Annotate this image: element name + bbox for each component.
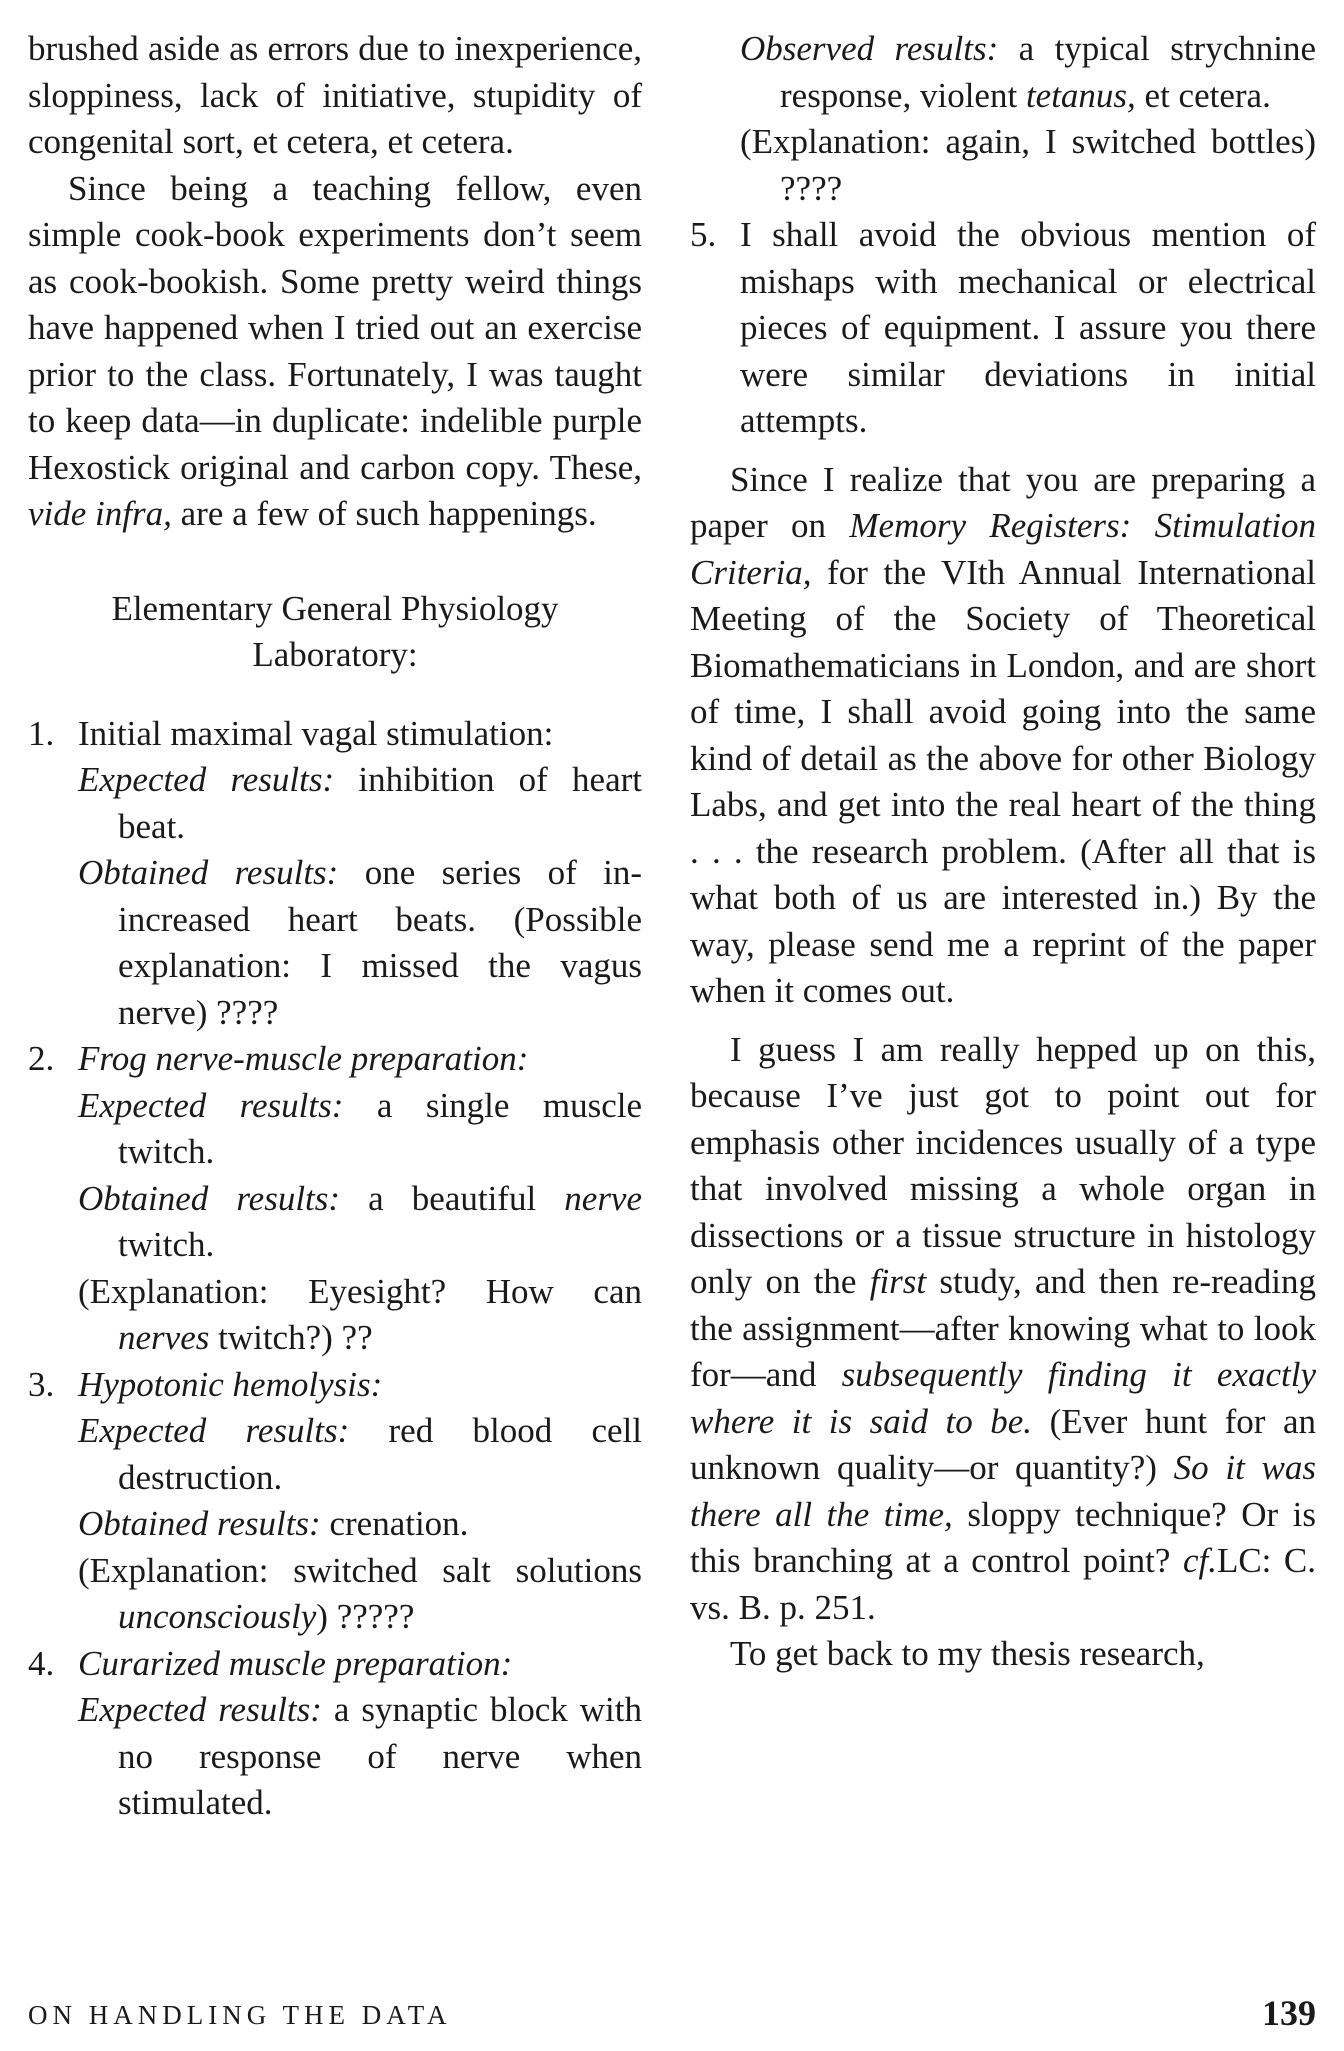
obtained-text: one series of in-increased heart beats. (Possible explanation: I missed the vagus nerve) ???? (118, 853, 643, 1032)
explanation-text-end: twitch?) ?? (218, 1318, 373, 1357)
obtained-label: Obtained results: (78, 1504, 321, 1543)
obtained-results (78, 850, 642, 1036)
list-item-1 (28, 711, 642, 1037)
thesis-research-paragraph: To get back to my thesis research, (730, 1634, 1205, 1673)
lab-heading: Elementary General Physiology Laboratory: (111, 588, 559, 674)
memory-registers-paragraph (690, 457, 1316, 1015)
expected-text: red blood cell destruction. (118, 1411, 643, 1497)
paragraph-text-end: for the VIth Annual International Meeting of the Society of Theoretical Biomathematicians in London, and are short of time, I shall avoid going into the same kind of detail as the above for other Biology Labs, and get into the real heart of the thing . . . the research problem. (After all that is what both of us are interested in.) By the way, please send me a reprint of the paper when it comes out. (690, 552, 1317, 1010)
expected-label: Expected results: (78, 760, 335, 799)
paragraph-text: (Ever hunt for an unknown quality—or quantity?) (690, 1401, 1317, 1487)
hepped-up-paragraph (690, 1027, 1316, 1632)
paragraph-text: sloppy technique? Or is this branching at a control point? (690, 1494, 1316, 1580)
teaching-text-before: Since being a teaching fellow, even simple cook-book experiments don’t seem as cook-bookish. Some pretty weird things have happened when I tried out an exercise prior to the class. Fortunately, I was taught to keep data—in duplicate: indelible purple Hexostick original and carbon copy. These, (28, 168, 642, 487)
explanation: (Explanation: again, I switched bottles) ???? (740, 122, 1316, 208)
list-item-4 (28, 1641, 642, 1827)
item-number: 4. (28, 1643, 55, 1683)
item-title: Frog nerve-muscle preparation: (78, 1039, 529, 1078)
explanation-text-end: ) ????? (316, 1597, 415, 1636)
explanation-text: (Explanation: Eyesight? How can (78, 1271, 642, 1311)
obtained-text: crenation. (329, 1504, 469, 1543)
expected-results (78, 1083, 642, 1176)
observed-text-end: et cetera. (1144, 75, 1271, 115)
explanation-text: (Explanation: switched salt solutions (78, 1550, 642, 1590)
expected-results (78, 1687, 642, 1827)
explanation (78, 1548, 642, 1641)
explanation-italic: nerves (118, 1318, 210, 1357)
list-item-5 (690, 212, 1316, 445)
running-title: ON HANDLING THE DATA (28, 2000, 452, 2030)
expected-results (78, 757, 642, 850)
item-title: Initial maximal vagal stimulation: (78, 713, 554, 753)
item-number: 1. (28, 713, 55, 753)
expected-text: inhibition of heart beat. (118, 760, 642, 846)
there-all-the-time-italic: So it was there all the time, (690, 1448, 1316, 1534)
obtained-results (78, 1501, 642, 1548)
first-italic: first (869, 1262, 927, 1301)
obtained-results (78, 1176, 642, 1269)
paragraph-text: I guess I am really hepped up on this, because I’ve just got to point out for emphasis other incidences usually of a type that involved missing a whole organ in dissections or a tissue structure in histology only on the (690, 1029, 1316, 1301)
item-title: Curarized muscle preparation: (78, 1643, 513, 1683)
subsequently-italic: subsequently finding it exactly where it is said to be. (690, 1355, 1316, 1441)
paragraph-text: study, and then re-reading the assignment—after knowing what to look for—and (690, 1262, 1317, 1394)
vide-infra-italic: vide infra, (28, 494, 172, 533)
list-item-2 (28, 1036, 642, 1362)
list-item-3 (28, 1362, 642, 1641)
explanation-italic: unconsciously (118, 1597, 317, 1636)
explanation (78, 1269, 642, 1362)
right-column (690, 26, 1316, 1678)
paragraph-text: Since I realize that you are preparing a paper on (690, 459, 1316, 545)
paper-title-italic: Memory Registers: Stimulation Criteria, (690, 506, 1317, 592)
opening-paragraph: brushed aside as errors due to inexperience, sloppiness, lack of initiative, stupidity of congenital sort, et cetera, et cetera. (28, 29, 642, 161)
observed-label: Observed results: (740, 29, 999, 68)
observed-italic: tetanus, (1025, 75, 1136, 115)
observed-text: a typical strychnine response, violent (780, 29, 1317, 115)
obtained-label: Obtained results: (78, 1178, 341, 1218)
page-number: 139 (1262, 1993, 1316, 2033)
obtained-label: Obtained results: (78, 853, 339, 892)
cf-italic: cf. (1182, 1541, 1217, 1580)
item-5-text: I shall avoid the obvious mention of mishaps with mechanical or electrical pieces of equipment. I assure you there were similar deviations in initial attempts. (740, 215, 1316, 440)
experiment-list (28, 711, 642, 1827)
expected-text: a single muscle twitch. (118, 1085, 643, 1171)
obtained-text-end: twitch. (118, 1225, 215, 1264)
obtained-italic: nerve (564, 1178, 643, 1218)
expected-label: Expected results: (78, 1085, 344, 1125)
observed-results (740, 26, 1316, 119)
paragraph-text-end: LC: C. vs. B. p. 251. (690, 1541, 1316, 1627)
expected-label: Expected results: (78, 1690, 322, 1729)
item-number: 2. (28, 1039, 55, 1078)
teaching-fellow-paragraph (28, 166, 642, 538)
page-footer (28, 1993, 1316, 2038)
item-title: Hypotonic hemolysis: (78, 1364, 383, 1404)
expected-text: a synaptic block with no response of nerve when stimulated. (118, 1690, 642, 1822)
teaching-text-after: are a few of such happenings. (180, 494, 597, 533)
expected-results (78, 1408, 642, 1501)
left-column (28, 26, 642, 1827)
expected-label: Expected results: (78, 1411, 350, 1450)
item-number: 5. (690, 215, 717, 254)
list-item-4-continued (690, 26, 1316, 212)
obtained-text: a beautiful (368, 1178, 537, 1218)
item-number: 3. (28, 1364, 55, 1404)
